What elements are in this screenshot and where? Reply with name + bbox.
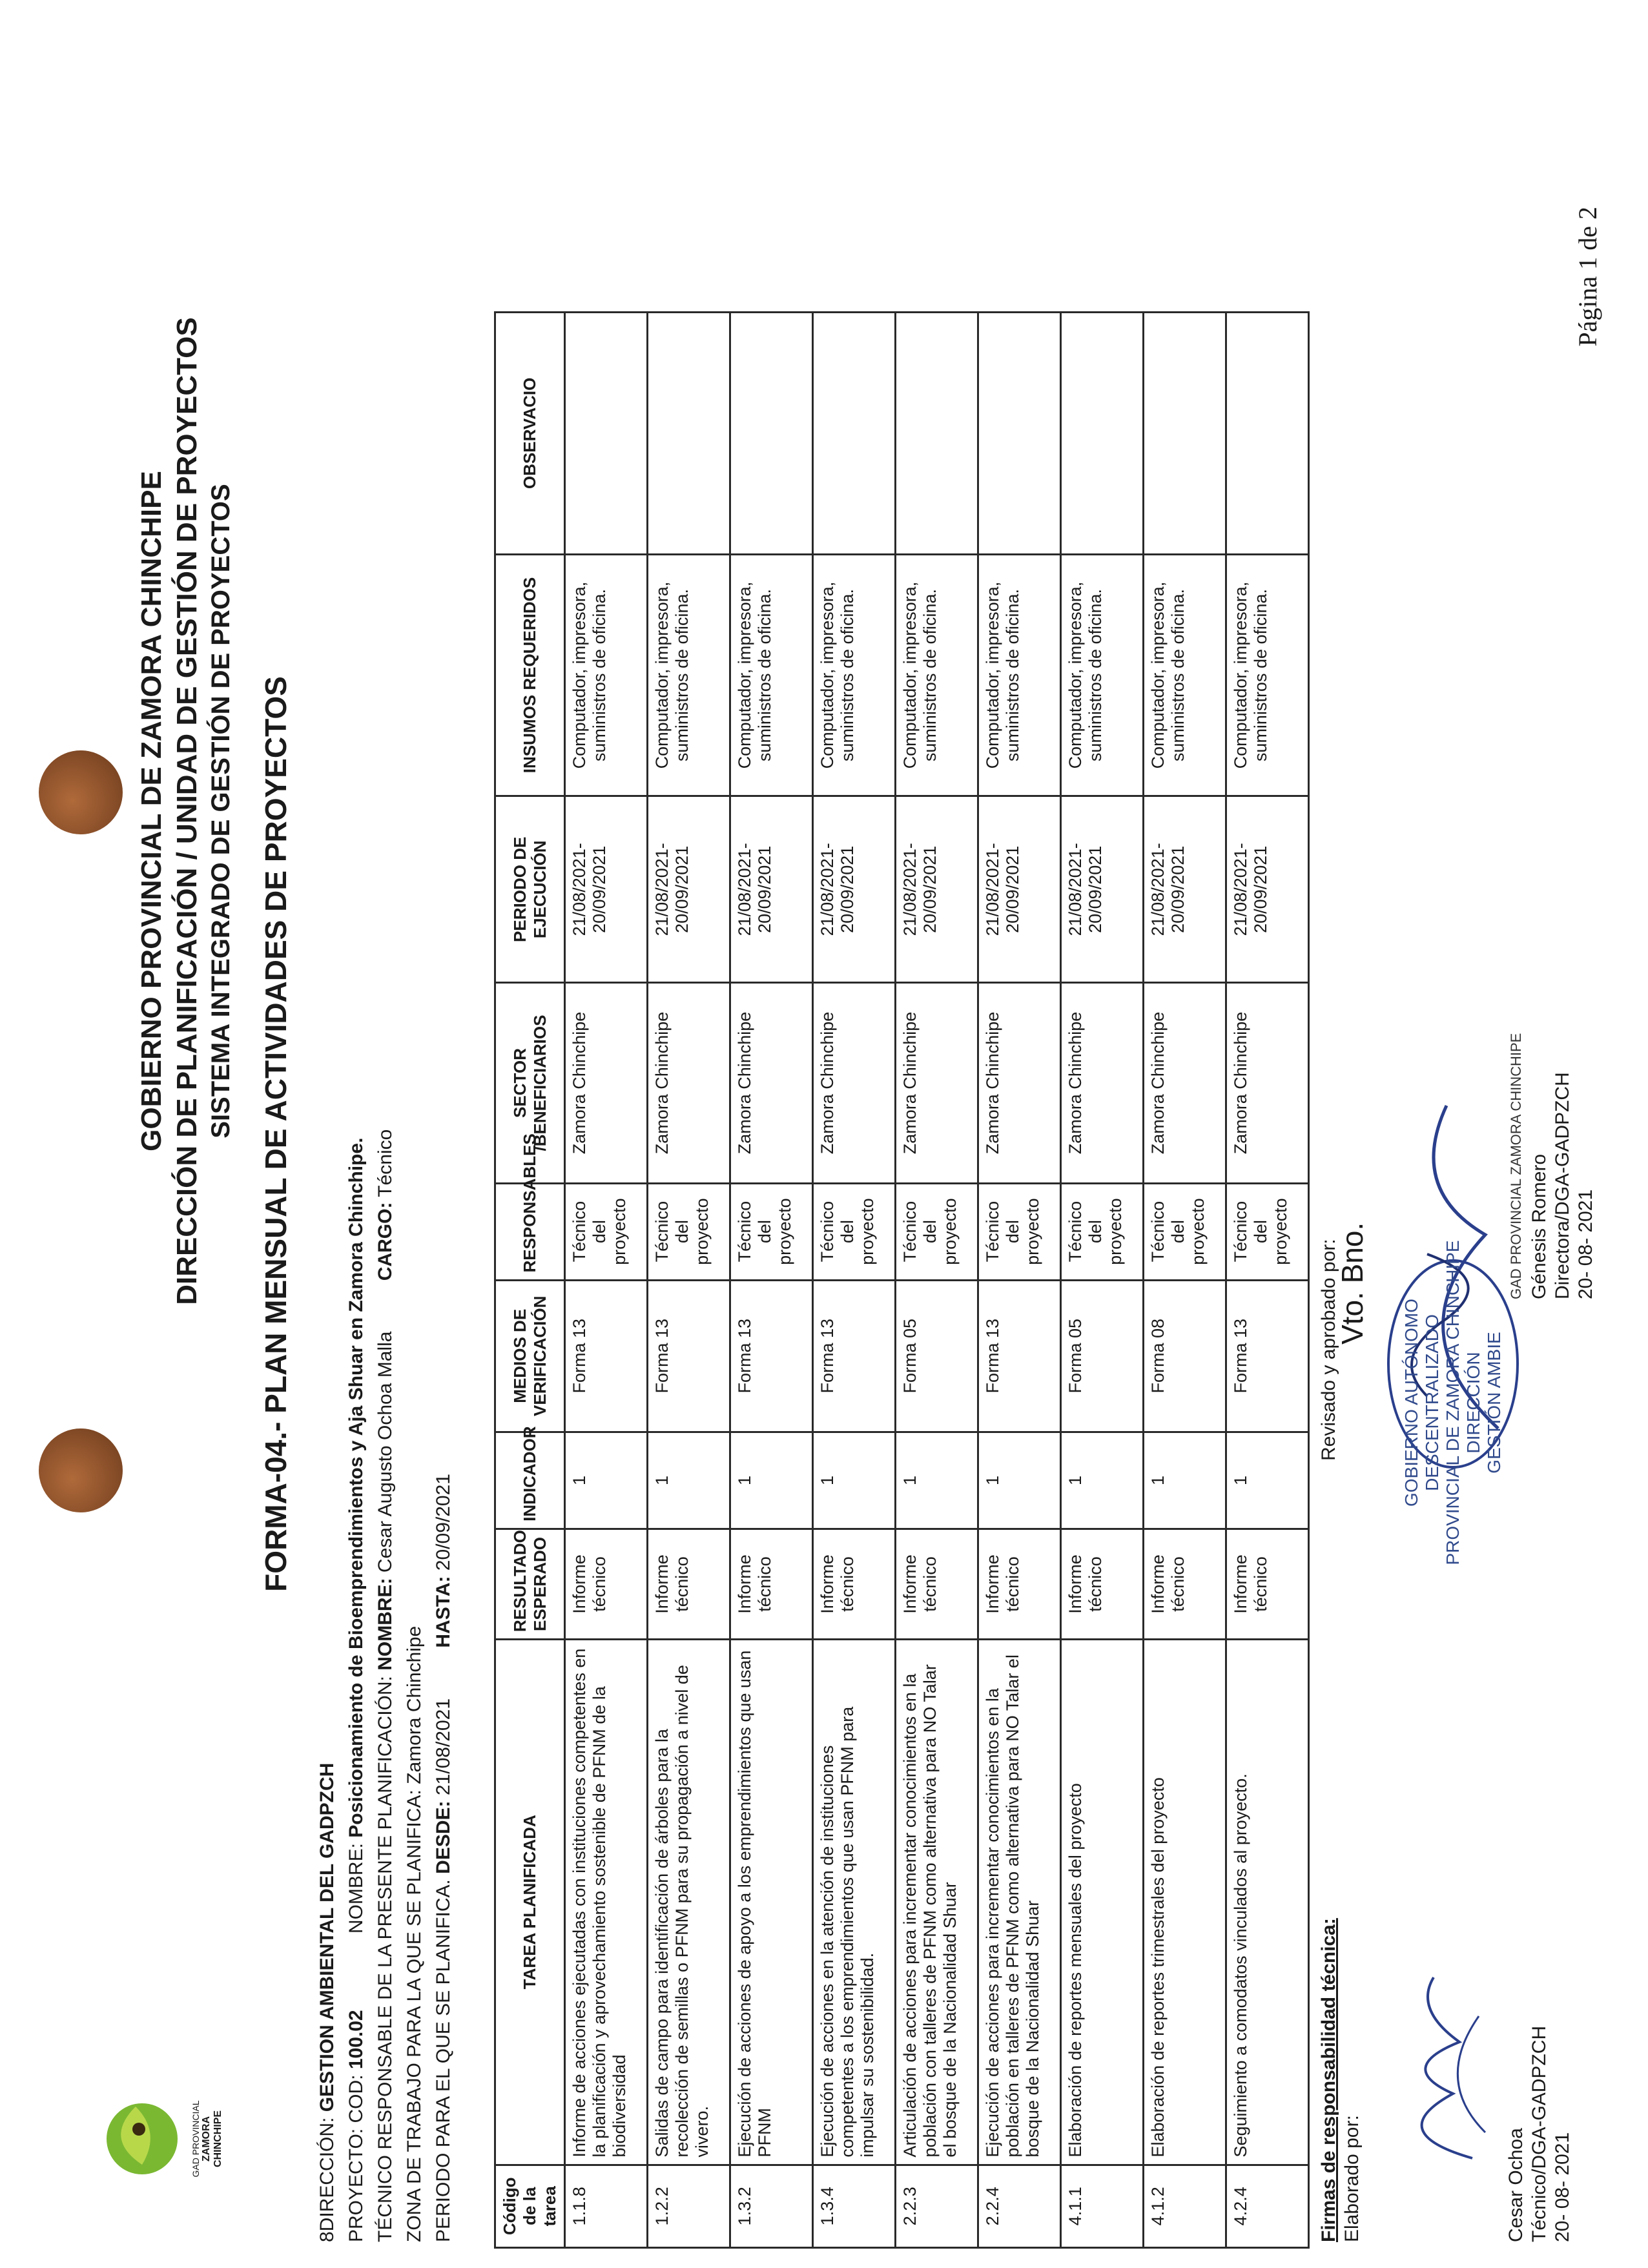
- col-medios: MEDIOS DE VERIFICACIÓN: [495, 1280, 565, 1432]
- col-periodo: PERIODO DE EJECUCIÓN: [495, 796, 565, 983]
- hasta-label: HASTA:: [433, 1576, 454, 1648]
- cell-code: 2.2.4: [978, 2165, 1061, 2247]
- zona-value: Zamora Chinchipe: [404, 1625, 425, 1784]
- revisado-label: Revisado y aprobado por:: [1318, 1239, 1339, 1461]
- revisado-info: [1505, 1033, 1598, 1299]
- direccion-label: 8DIRECCIÓN:: [316, 2117, 338, 2242]
- cell-task: Articulación de acciones para incrementar conocimientos en la población con talleres de PFNM como alternativa para NO Talar el bosque de la Nacionalidad Shuar: [896, 1640, 978, 2165]
- cell-task: Elaboración de reportes trimestrales del proyecto: [1144, 1640, 1226, 2165]
- cell-resp: Técnico del proyecto: [648, 1183, 730, 1280]
- cell-code: 1.3.4: [813, 2165, 896, 2247]
- cell-task: Seguimiento a comodatos vinculados al proyecto.: [1226, 1640, 1309, 2165]
- cell-medio: Forma 13: [813, 1280, 896, 1432]
- elaborado-label: Elaborado por:: [1341, 2115, 1363, 2242]
- cell-medio: Forma 13: [1226, 1280, 1309, 1432]
- zona-label: ZONA DE TRABAJO PARA LA QUE SE PLANIFICA:: [404, 1789, 425, 2242]
- stamp-line4: GESTIÓN AMBIE: [1484, 1332, 1504, 1474]
- gad-logo: [97, 2087, 223, 2191]
- zona-line: [404, 1626, 426, 2242]
- cell-result: Informe técnico: [1226, 1529, 1309, 1639]
- col-resultado: RESULTADO ESPERADO: [495, 1529, 565, 1639]
- cell-resp: Técnico del proyecto: [896, 1183, 978, 1280]
- direccion-line: [316, 1763, 338, 2242]
- vto-bno: Vto. Bno.: [1335, 1222, 1369, 1345]
- revisado-role: Directora/DGA-GADPZCH: [1552, 1072, 1573, 1299]
- cell-medio: Forma 05: [896, 1280, 978, 1432]
- elaborado-signature-icon: [1356, 1964, 1498, 2171]
- cell-medio: Forma 08: [1144, 1280, 1226, 1432]
- periodo-line: [433, 1474, 455, 2242]
- stamp-line1: GOBIERNO AUTÓNOMO DESCENTRALIZADO: [1401, 1298, 1442, 1507]
- signature-heading: Firmas de responsabilidad técnica:: [1318, 1918, 1339, 2242]
- cell-task: Elaboración de reportes mensuales del proyecto: [1061, 1640, 1144, 2165]
- table-row: [896, 313, 978, 2248]
- periodo-label: PERIODO PARA EL QUE SE PLANIFICA.: [433, 1879, 454, 2242]
- cell-periodo: 21/08/2021-20/09/2021: [1226, 796, 1309, 983]
- table-row: [813, 313, 896, 2248]
- col-tarea: TAREA PLANIFICADA: [495, 1640, 565, 2165]
- cell-obs: [1144, 313, 1226, 555]
- cell-periodo: 21/08/2021-20/09/2021: [813, 796, 896, 983]
- nombre-label: NOMBRE:: [345, 1843, 367, 1934]
- tecnico-label: TÉCNICO RESPONSABLE DE LA PRESENTE PLANIFICACIÓN:: [375, 1676, 396, 2242]
- cell-periodo: 21/08/2021-20/09/2021: [648, 796, 730, 983]
- cell-code: 2.2.3: [896, 2165, 978, 2247]
- col-insumos: INSUMOS REQUERIDOS: [495, 554, 565, 796]
- cell-ind: 1: [1226, 1432, 1309, 1529]
- cell-code: 1.1.8: [565, 2165, 648, 2247]
- cell-sector: Zamora Chinchipe: [1061, 983, 1144, 1183]
- table-row: [730, 313, 813, 2248]
- direccion-value: GESTION AMBIENTAL DEL GADPZCH: [316, 1762, 338, 2112]
- cell-task: Ejecución de acciones en la atención de instituciones competentes a los emprendimientos que usan PFNM para impulsar su sostenibilidad.: [813, 1640, 896, 2165]
- cell-result: Informe técnico: [978, 1529, 1061, 1639]
- page-number: Página 1 de 2: [1573, 207, 1602, 347]
- cell-medio: Forma 13: [565, 1280, 648, 1432]
- elaborado-name: Cesar Ochoa: [1505, 2128, 1527, 2242]
- cell-insumos: Computador, impresora, suministros de oficina.: [813, 554, 896, 796]
- table-row: [1226, 313, 1309, 2248]
- cell-medio: Forma 05: [1061, 1280, 1144, 1432]
- cell-insumos: Computador, impresora, suministros de oficina.: [1061, 554, 1144, 796]
- cell-sector: Zamora Chinchipe: [1226, 983, 1309, 1183]
- cell-obs: [565, 313, 648, 555]
- cell-code: 4.2.4: [1226, 2165, 1309, 2247]
- cell-periodo: 21/08/2021-20/09/2021: [730, 796, 813, 983]
- cell-ind: 1: [730, 1432, 813, 1529]
- stamp-line3: DIRECCIÓN: [1463, 1352, 1483, 1454]
- cell-medio: Forma 13: [648, 1280, 730, 1432]
- cell-resp: Técnico del proyecto: [1226, 1183, 1309, 1280]
- tecnico-nombre-label: NOMBRE:: [375, 1578, 396, 1671]
- cell-insumos: Computador, impresora, suministros de oficina.: [978, 554, 1061, 796]
- cell-ind: 1: [648, 1432, 730, 1529]
- cell-sector: Zamora Chinchipe: [813, 983, 896, 1183]
- tecnico-line: [375, 1129, 397, 2242]
- org-title: GOBIERNO PROVINCIAL DE ZAMORA CHINCHIPE: [136, 471, 167, 1151]
- cell-periodo: 21/08/2021-20/09/2021: [896, 796, 978, 983]
- cell-insumos: Computador, impresora, suministros de oficina.: [565, 554, 648, 796]
- cell-task: Salidas de campo para identificación de árboles para la recolección de semillas o PFNM para su propagación a nivel de vivero.: [648, 1640, 730, 2165]
- proyecto-line: [345, 1138, 367, 2242]
- cell-resp: Técnico del proyecto: [978, 1183, 1061, 1280]
- cell-ind: 1: [1061, 1432, 1144, 1529]
- cell-periodo: 21/08/2021-20/09/2021: [565, 796, 648, 983]
- tecnico-nombre: Cesar Augusto Ochoa Malla: [375, 1331, 396, 1573]
- cell-sector: Zamora Chinchipe: [896, 983, 978, 1183]
- logo-org-small: GAD PROVINCIAL: [191, 2100, 201, 2178]
- cell-obs: [978, 313, 1061, 555]
- cell-resp: Técnico del proyecto: [813, 1183, 896, 1280]
- cell-obs: [730, 313, 813, 555]
- cell-task: Informe de acciones ejecutadas con instituciones competentes en la planificación y aprovechamiento sostenible de PFNM de la biodiversidad: [565, 1640, 648, 2165]
- cell-result: Informe técnico: [896, 1529, 978, 1639]
- cell-resp: Técnico del proyecto: [730, 1183, 813, 1280]
- cell-obs: [1061, 313, 1144, 555]
- cell-insumos: Computador, impresora, suministros de oficina.: [730, 554, 813, 796]
- cell-code: 1.2.2: [648, 2165, 730, 2247]
- cell-code: 1.3.2: [730, 2165, 813, 2247]
- col-sector: SECTOR /BENEFICIARIOS: [495, 983, 565, 1183]
- cell-code: 4.1.2: [1144, 2165, 1226, 2247]
- hasta-value: 20/09/2021: [433, 1474, 454, 1571]
- cell-result: Informe técnico: [730, 1529, 813, 1639]
- cell-insumos: Computador, impresora, suministros de oficina.: [1226, 554, 1309, 796]
- elaborado-block: [1505, 2026, 1574, 2242]
- cell-insumos: Computador, impresora, suministros de oficina.: [648, 554, 730, 796]
- table-header-row: [495, 313, 565, 2248]
- official-stamp: [1401, 1235, 1505, 1571]
- col-observacion: OBSERVACIO: [495, 313, 565, 555]
- cell-sector: Zamora Chinchipe: [978, 983, 1061, 1183]
- cell-insumos: Computador, impresora, suministros de oficina.: [896, 554, 978, 796]
- table-row: [1144, 313, 1226, 2248]
- proyecto-label: PROYECTO: COD:: [345, 2074, 367, 2242]
- cell-ind: 1: [1144, 1432, 1226, 1529]
- cell-result: Informe técnico: [1061, 1529, 1144, 1639]
- activities-table: [494, 311, 1310, 2249]
- table-row: [565, 313, 648, 2248]
- revisado-date: 20- 08- 2021: [1575, 1189, 1596, 1299]
- department-title: DIRECCIÓN DE PLANIFICACIÓN / UNIDAD DE GESTIÓN DE PROYECTOS: [171, 317, 203, 1305]
- cell-ind: 1: [978, 1432, 1061, 1529]
- revisado-block: [1317, 1222, 1369, 1461]
- stamp-small: GAD PROVINCIAL ZAMORA CHINCHIPE: [1508, 1033, 1524, 1299]
- cell-periodo: 21/08/2021-20/09/2021: [1144, 796, 1226, 983]
- table-row: [978, 313, 1061, 2248]
- cell-result: Informe técnico: [1144, 1529, 1226, 1639]
- cell-task: Ejecución de acciones para incrementar conocimientos en la población en talleres de PFNM como alternativa para NO Talar el bosque de la Nacionalidad Shuar: [978, 1640, 1061, 2165]
- col-responsables: RESPONSABLES: [495, 1183, 565, 1280]
- cell-result: Informe técnico: [648, 1529, 730, 1639]
- cell-obs: [813, 313, 896, 555]
- system-title: SISTEMA INTEGRADO DE GESTIÓN DE PROYECTOS: [207, 484, 235, 1139]
- cell-insumos: Computador, impresora, suministros de oficina.: [1144, 554, 1226, 796]
- proyecto-nombre: Posicionamiento de Bioemprendimientos y Aja Shuar en Zamora Chinchipe.: [345, 1137, 367, 1838]
- cell-sector: Zamora Chinchipe: [730, 983, 813, 1183]
- cell-ind: 1: [813, 1432, 896, 1529]
- cell-periodo: 21/08/2021-20/09/2021: [1061, 796, 1144, 983]
- cargo-label: CARGO:: [375, 1202, 396, 1281]
- cell-result: Informe técnico: [813, 1529, 896, 1639]
- cell-medio: Forma 13: [730, 1280, 813, 1432]
- elaborado-date: 20- 08- 2021: [1552, 2132, 1573, 2242]
- cell-sector: Zamora Chinchipe: [648, 983, 730, 1183]
- cell-result: Informe técnico: [565, 1529, 648, 1639]
- revisado-name: Génesis Romero: [1529, 1153, 1550, 1299]
- table-row: [1061, 313, 1144, 2248]
- desde-value: 21/08/2021: [433, 1698, 454, 1796]
- cell-periodo: 21/08/2021-20/09/2021: [978, 796, 1061, 983]
- col-codigo: Código de la tarea: [495, 2165, 565, 2247]
- cell-resp: Técnico del proyecto: [1061, 1183, 1144, 1280]
- desde-label: DESDE:: [433, 1800, 454, 1874]
- cell-resp: Técnico del proyecto: [565, 1183, 648, 1280]
- logo-org: ZAMORA CHINCHIPE: [201, 2110, 223, 2168]
- punch-hole: [39, 1428, 123, 1512]
- cell-ind: 1: [896, 1432, 978, 1529]
- leaf-logo-icon: [97, 2087, 200, 2191]
- cell-obs: [648, 313, 730, 555]
- cell-resp: Técnico del proyecto: [1144, 1183, 1226, 1280]
- punch-hole: [39, 750, 123, 834]
- stamp-line2: PROVINCIAL DE ZAMORA CHINCHIPE: [1443, 1240, 1463, 1565]
- cell-code: 4.1.1: [1061, 2165, 1144, 2247]
- form-title: FORMA-04.- PLAN MENSUAL DE ACTIVIDADES DE PROYECTOS: [259, 676, 293, 1592]
- cargo-value: Técnico: [375, 1129, 396, 1197]
- cell-obs: [1226, 313, 1309, 555]
- cell-sector: Zamora Chinchipe: [565, 983, 648, 1183]
- cell-ind: 1: [565, 1432, 648, 1529]
- cell-obs: [896, 313, 978, 555]
- cell-sector: Zamora Chinchipe: [1144, 983, 1226, 1183]
- cell-medio: Forma 13: [978, 1280, 1061, 1432]
- col-indicador: INDICADOR: [495, 1432, 565, 1529]
- table-row: [648, 313, 730, 2248]
- elaborado-role: Técnico/DGA-GADPZCH: [1529, 2025, 1550, 2242]
- proyecto-cod: 100.02: [345, 2010, 367, 2070]
- cell-task: Ejecución de acciones de apoyo a los emprendimientos que usan PFNM: [730, 1640, 813, 2165]
